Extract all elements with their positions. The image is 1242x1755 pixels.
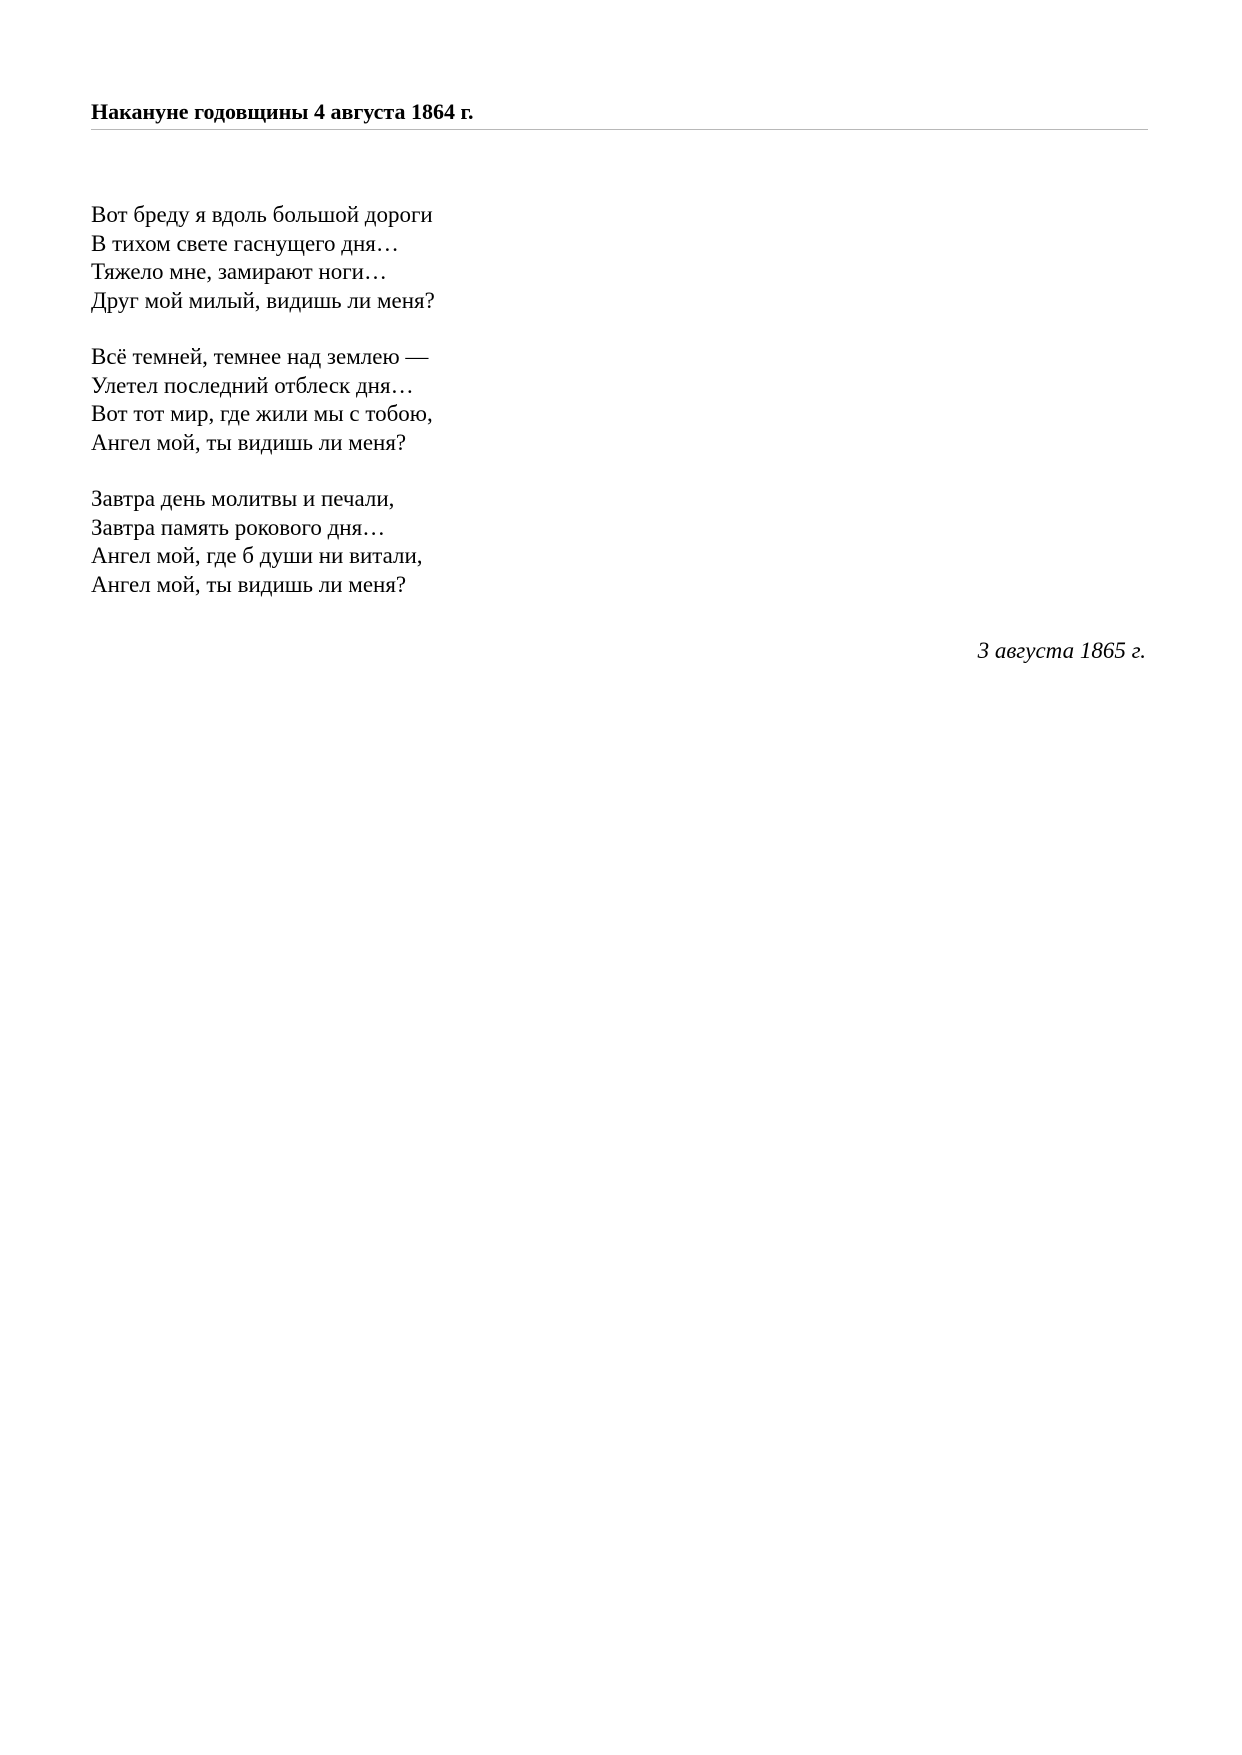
title-divider — [91, 129, 1148, 130]
stanza-1 — [91, 201, 435, 315]
poem-line: Ангел мой, где б души ни витали, — [91, 543, 423, 568]
poem-line: Всё темней, темнее над землею — — [91, 344, 429, 369]
poem-line: Ангел мой, ты видишь ли меня? — [91, 429, 407, 455]
poem-line: Завтра память рокового дня… — [91, 514, 386, 540]
poem-title: Накануне годовщины 4 августа 1864 г. — [91, 99, 474, 124]
stanza-2 — [91, 343, 435, 457]
poem-line: Улетел последний отблеск дня… — [91, 372, 414, 398]
poem-date: 3 августа 1865 г. — [977, 638, 1146, 663]
poem-body — [91, 201, 435, 627]
poem-line: В тихом свете гаснущего дня… — [91, 230, 399, 256]
poem-line: Ангел мой, ты видишь ли меня? — [91, 571, 407, 597]
poem-line: Завтра день молитвы и печали, — [91, 486, 395, 511]
poem-line: Вот бреду я вдоль большой дороги — [91, 202, 433, 227]
poem-line: Друг мой милый, видишь ли меня? — [91, 287, 435, 313]
stanza-3 — [91, 485, 435, 599]
poem-line: Вот тот мир, где жили мы с тобою, — [91, 401, 433, 426]
poem-line: Тяжело мне, замирают ноги… — [91, 259, 387, 284]
